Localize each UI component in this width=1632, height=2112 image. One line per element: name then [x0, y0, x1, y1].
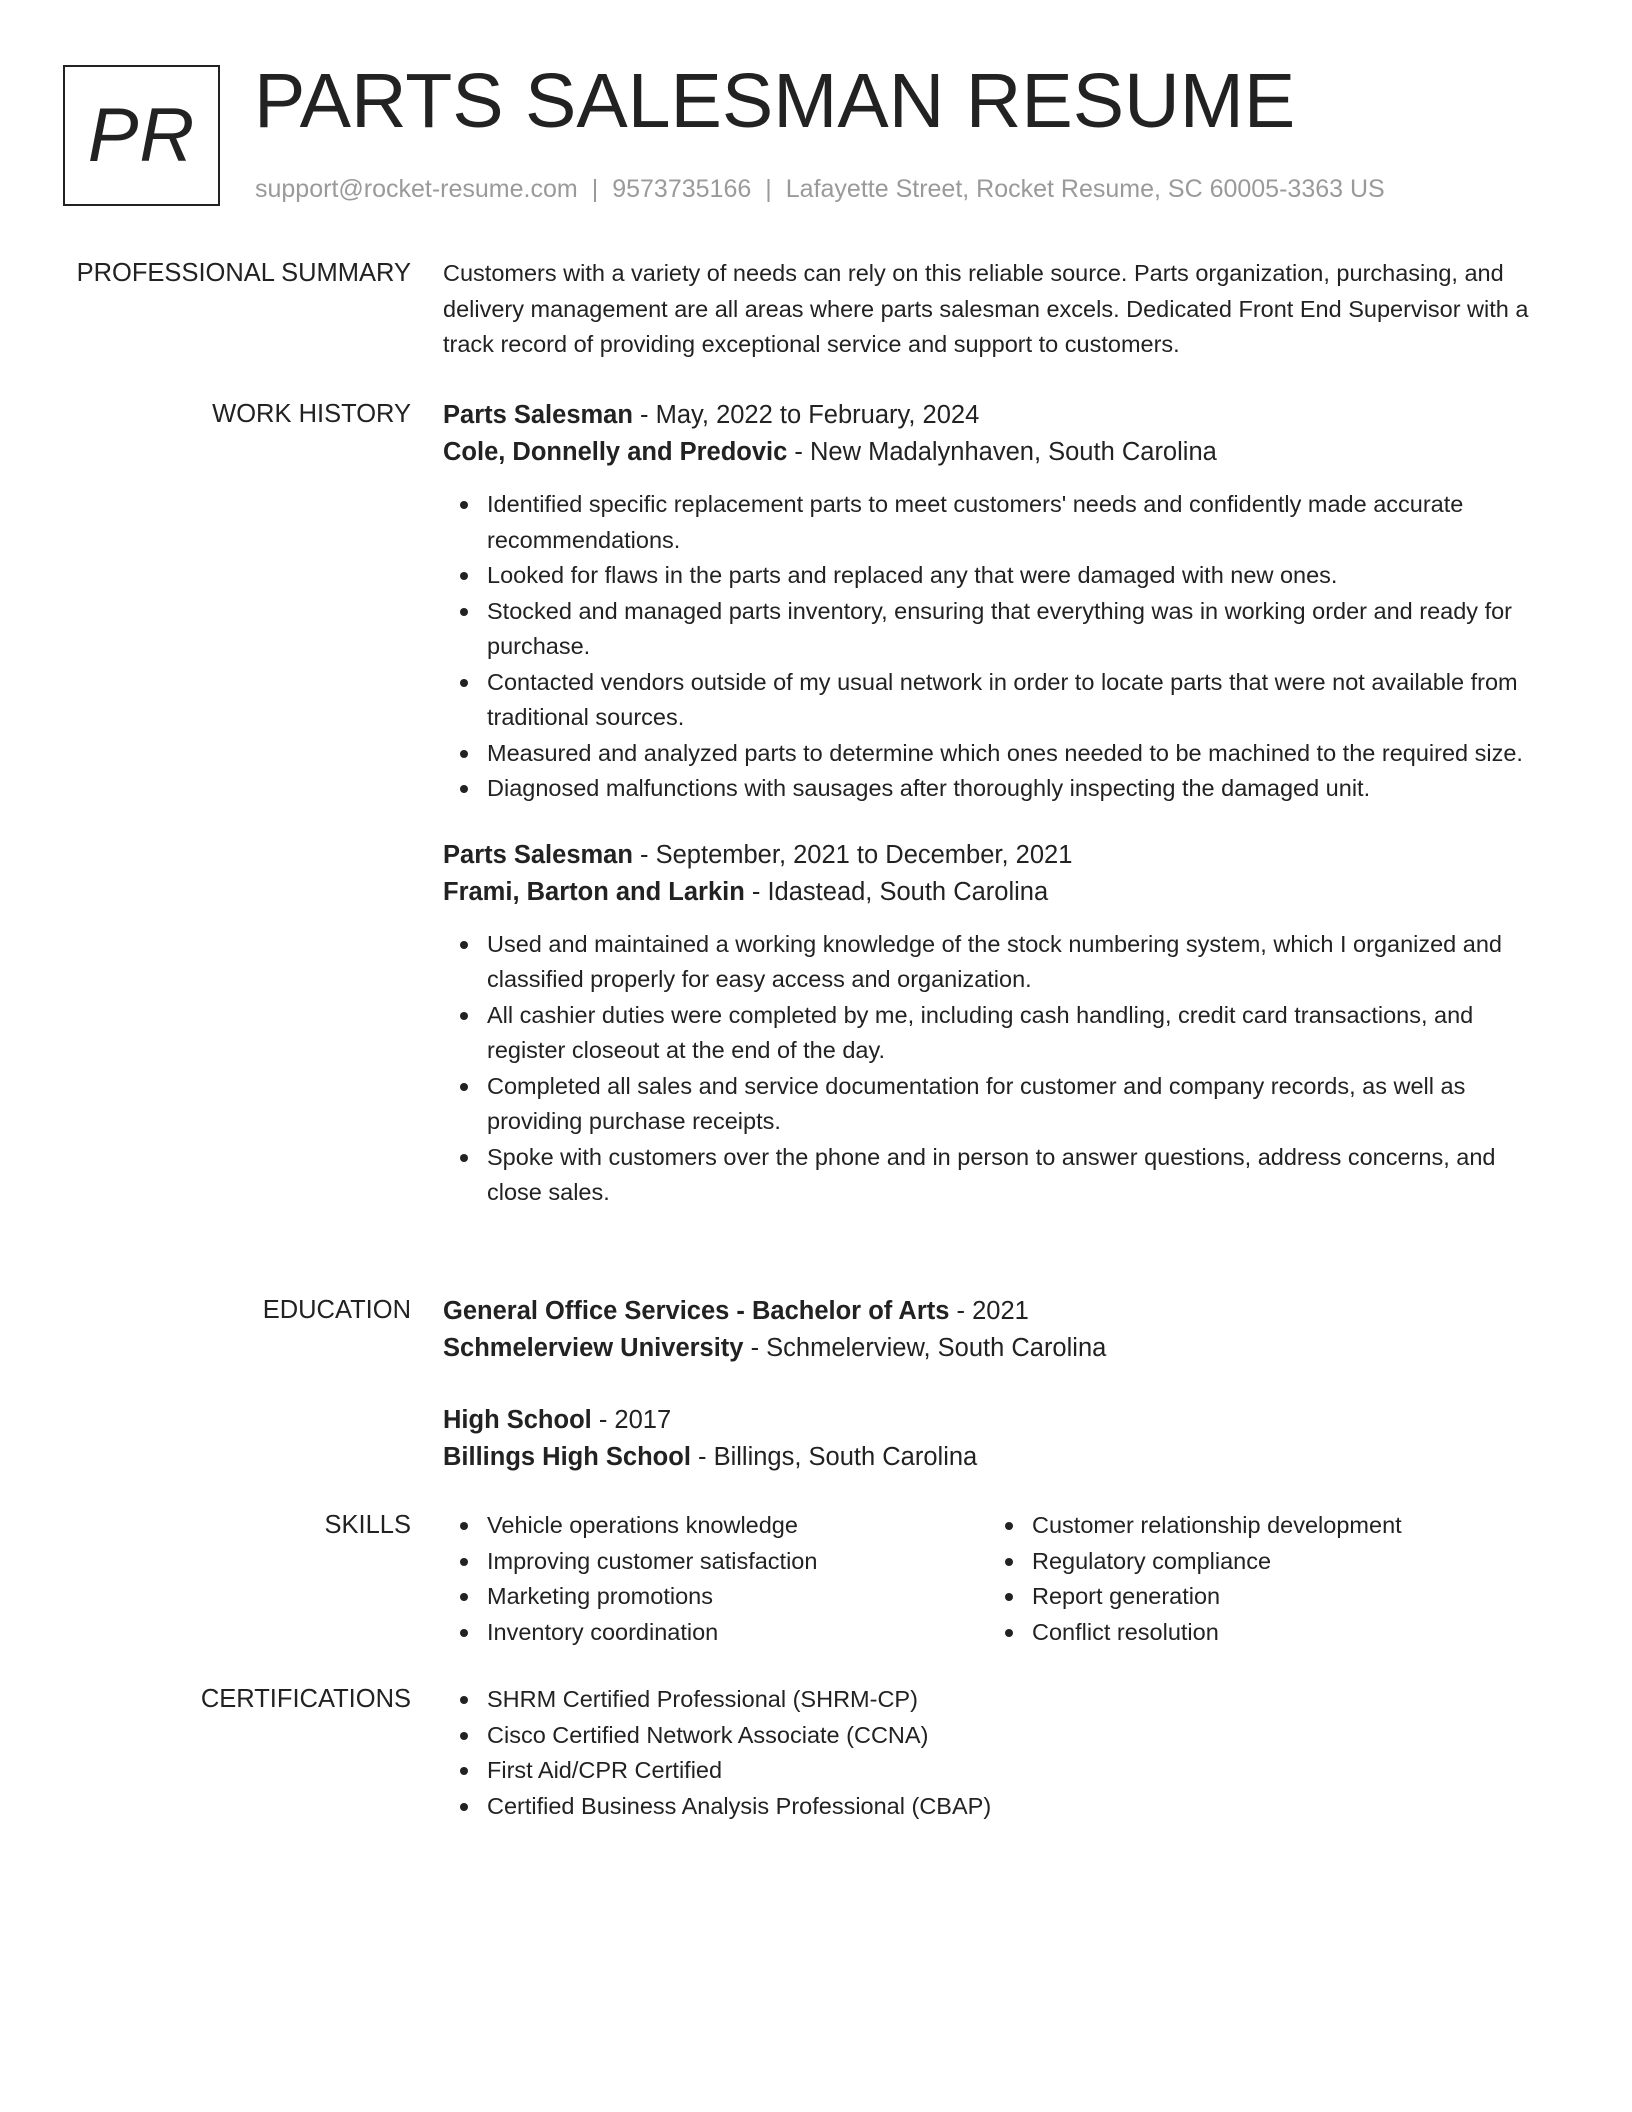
skill-item: Inventory coordination [443, 1615, 983, 1651]
job-bullet: Measured and analyzed parts to determine which ones needed to be machined to the required size. [443, 736, 1553, 772]
contact-phone[interactable]: 9573735166 [612, 175, 752, 203]
job-company: Frami, Barton and Larkin [443, 877, 745, 906]
education-entry [443, 1293, 1553, 1367]
education-school-line [443, 1439, 1553, 1476]
section-label-summary: PROFESSIONAL SUMMARY [76, 259, 411, 287]
job-title-line [443, 837, 1553, 874]
certification-item: Certified Business Analysis Professional (CBAP) [443, 1789, 1553, 1825]
job-entry [443, 837, 1553, 1211]
job-dates: - September, 2021 to December, 2021 [632, 840, 1073, 869]
job-bullet: Completed all sales and service documentation for customer and company records, as well as providing purchase receipts. [443, 1069, 1553, 1140]
skill-item: Improving customer satisfaction [443, 1544, 983, 1580]
job-location: - Idastead, South Carolina [744, 877, 1049, 906]
skills-column-right [988, 1508, 1528, 1650]
summary-body [443, 256, 1553, 363]
job-location: - New Madalynhaven, South Carolina [787, 438, 1217, 466]
contact-separator: | [765, 175, 772, 203]
education-school-line [443, 1330, 1553, 1367]
skill-item: Regulatory compliance [988, 1544, 1528, 1580]
job-title-line [443, 397, 1553, 434]
certifications-list [443, 1682, 1553, 1824]
education-year: - 2017 [591, 1406, 672, 1434]
job-bullet: All cashier duties were completed by me, including cash handling, credit card transactions, and register closeout at the end of the day. [443, 998, 1553, 1069]
summary-text: Customers with a variety of needs can rely on this reliable source. Parts organization, purchasing, and delivery management are all areas where parts salesman excels. Dedicated Front End Supervisor with a track record of providing exceptional service and support to customers. [443, 260, 1529, 357]
section-label-education: EDUCATION [262, 1296, 411, 1324]
monogram-box [63, 65, 220, 206]
education-degree-line [443, 1293, 1553, 1330]
job-company: Cole, Donnelly and Predovic [443, 438, 788, 466]
education-location: - Billings, South Carolina [690, 1443, 978, 1471]
section-label-work-history: WORK HISTORY [212, 400, 411, 428]
education-year: - 2021 [949, 1297, 1029, 1325]
work-history-body [443, 397, 1553, 1211]
job-bullet: Stocked and managed parts inventory, ensuring that everything was in working order and ready for purchase. [443, 594, 1553, 665]
skill-item: Marketing promotions [443, 1579, 983, 1615]
job-bullet: Contacted vendors outside of my usual network in order to locate parts that were not available from traditional sources. [443, 665, 1553, 736]
job-entry [443, 397, 1553, 807]
contact-address: Lafayette Street, Rocket Resume, SC 60005-3363 US [785, 175, 1385, 203]
contact-email[interactable]: support@rocket-resume.com [255, 175, 578, 203]
job-dates: - May, 2022 to February, 2024 [632, 401, 980, 429]
job-bullet: Spoke with customers over the phone and in person to answer questions, address concerns, and close sales. [443, 1140, 1553, 1211]
skill-item: Report generation [988, 1579, 1528, 1615]
education-school: Billings High School [443, 1443, 691, 1471]
contact-separator: | [591, 175, 599, 203]
certifications-body [443, 1682, 1553, 1824]
resume-title: PARTS SALESMAN RESUME [254, 58, 1296, 144]
skill-item: Customer relationship development [988, 1508, 1528, 1544]
job-title: Parts Salesman [443, 840, 633, 869]
education-degree: High School [443, 1406, 592, 1434]
job-bullet: Used and maintained a working knowledge of the stock numbering system, which I organized and classified properly for easy access and organization. [443, 927, 1553, 998]
contact-line [255, 172, 1385, 206]
section-label-skills: SKILLS [324, 1511, 411, 1539]
education-entry [443, 1402, 1553, 1476]
job-bullet: Diagnosed malfunctions with sausages after thoroughly inspecting the damaged unit. [443, 771, 1553, 807]
job-title: Parts Salesman [443, 401, 633, 429]
education-school: Schmelerview University [443, 1334, 744, 1362]
job-company-line [443, 874, 1553, 911]
job-bullet: Looked for flaws in the parts and replaced any that were damaged with new ones. [443, 558, 1553, 594]
job-bullet: Identified specific replacement parts to meet customers' needs and confidently made accurate recommendations. [443, 487, 1553, 558]
skills-column-left [443, 1508, 983, 1650]
certification-item: SHRM Certified Professional (SHRM-CP) [443, 1682, 1553, 1718]
job-bullets [443, 927, 1553, 1211]
education-body [443, 1293, 1553, 1476]
skill-item: Conflict resolution [988, 1615, 1528, 1651]
certification-item: First Aid/CPR Certified [443, 1753, 1553, 1789]
section-label-certifications: CERTIFICATIONS [200, 1685, 411, 1713]
job-bullets [443, 487, 1553, 807]
certification-item: Cisco Certified Network Associate (CCNA) [443, 1718, 1553, 1754]
job-company-line [443, 434, 1553, 471]
skill-item: Vehicle operations knowledge [443, 1508, 983, 1544]
education-degree: General Office Services - Bachelor of Arts [443, 1297, 950, 1325]
education-location: - Schmelerview, South Carolina [743, 1334, 1107, 1362]
education-degree-line [443, 1402, 1553, 1439]
monogram-initials: PR [87, 93, 196, 178]
